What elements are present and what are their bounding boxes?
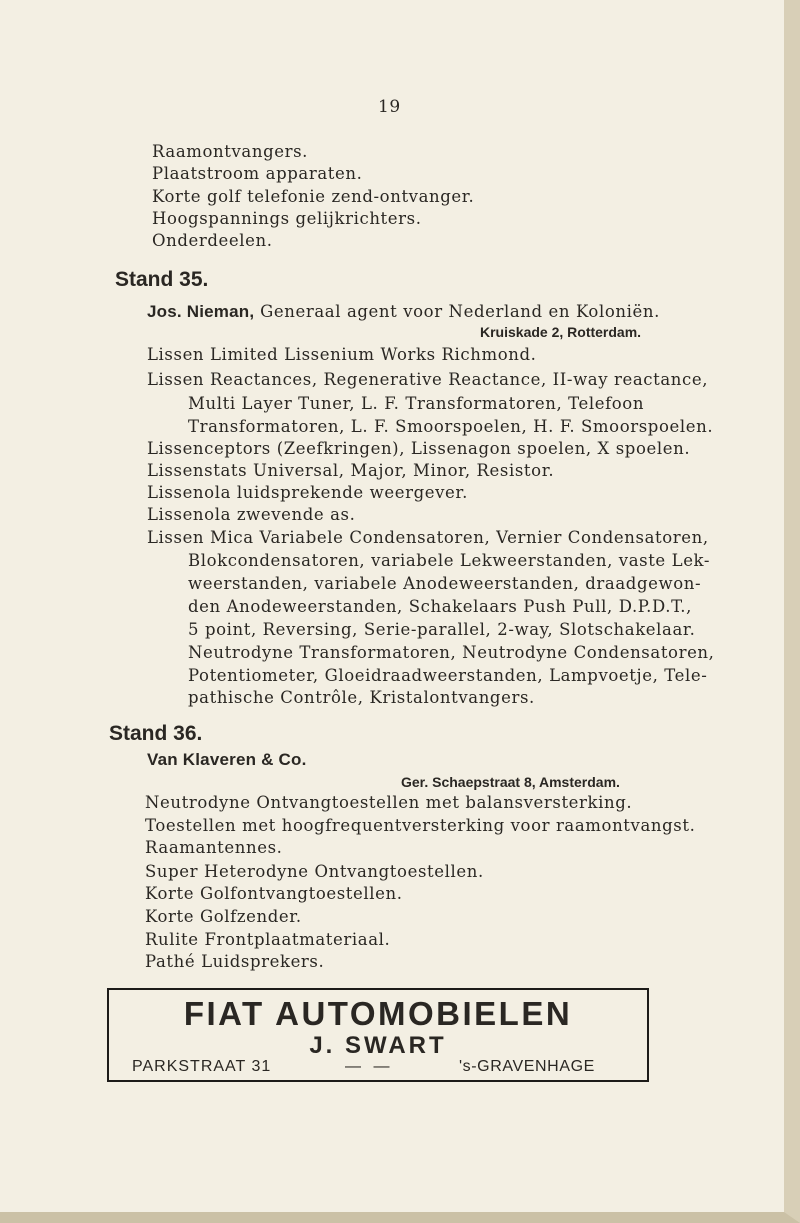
page-number: 19 [378, 97, 401, 117]
stand-36-line: Toestellen met hoogfrequentversterking voor raamontvangst. [145, 816, 696, 835]
stand-35-line: Neutrodyne Transformatoren, Neutrodyne Condensatoren, [188, 643, 715, 662]
stand-36-company [147, 750, 307, 770]
stand-36-line: Pathé Luidsprekers. [145, 952, 325, 971]
stand-35-line: Lissenstats Universal, Major, Minor, Resistor. [147, 461, 555, 480]
intro-line: Onderdeelen. [152, 231, 273, 250]
stand-36-address: Ger. Schaepstraat 8, Amsterdam. [401, 774, 620, 790]
stand-35-title: Stand 35. [115, 268, 209, 291]
stand-35-line: Lissenola luidsprekende weergever. [147, 483, 468, 502]
advertisement-street: PARKSTRAAT 31 [132, 1058, 272, 1075]
advertisement-box [107, 988, 649, 1082]
stand-35-line: Lissenceptors (Zeefkringen), Lissenagon spoelen, X spoelen. [147, 439, 691, 458]
stand-35-address: Kruiskade 2, Rotterdam. [480, 324, 642, 340]
stand-35-line: Lissen Mica Variabele Condensatoren, Vernier Condensatoren, [147, 528, 709, 547]
stand-35-line: Lissen Limited Lissenium Works Richmond. [147, 345, 537, 364]
advertisement-city: 's-GRAVENHAGE [459, 1058, 595, 1075]
advertisement-dashes: — — [345, 1058, 394, 1075]
advertisement-subtitle: J. SWART [309, 1032, 447, 1059]
stand-36-title: Stand 36. [109, 722, 203, 745]
stand-35-line: Lissen Reactances, Regenerative Reactance, II-way reactance, [147, 370, 709, 389]
stand-36-company-name: Van Klaveren & Co. [147, 750, 307, 769]
stand-35-line: den Anodeweerstanden, Schakelaars Push Pull, D.P.D.T., [188, 597, 692, 616]
stand-36-line: Korte Golfontvangtoestellen. [145, 884, 403, 903]
stand-35-line: 5 point, Reversing, Serie-parallel, 2-way, Slotschakelaar. [188, 620, 696, 639]
intro-line: Plaatstroom apparaten. [152, 164, 363, 183]
stand-36-line: Raamantennes. [145, 838, 283, 857]
intro-line: Raamontvangers. [152, 142, 309, 161]
stand-35-company [147, 302, 660, 322]
intro-line: Hoogspannings gelijkrichters. [152, 209, 422, 228]
stand-35-line: Transformatoren, L. F. Smoorspoelen, H. F. Smoorspoelen. [188, 417, 714, 436]
stand-36-line: Korte Golfzender. [145, 907, 302, 926]
intro-line: Korte golf telefonie zend-ontvanger. [152, 187, 475, 206]
stand-35-company-desc: Generaal agent voor Nederland en Koloniën. [260, 302, 660, 321]
stand-35-line: weerstanden, variabele Anodeweerstanden, draadgewon- [188, 574, 702, 593]
stand-35-line: Blokcondensatoren, variabele Lekweerstanden, vaste Lek- [188, 551, 711, 570]
stand-36-line: Super Heterodyne Ontvangtoestellen. [145, 862, 484, 881]
stand-36-line: Neutrodyne Ontvangtoestellen met balansversterking. [145, 793, 633, 812]
advertisement-title: FIAT AUTOMOBIELEN [183, 995, 573, 1032]
stand-35-line: Potentiometer, Gloeidraadweerstanden, Lampvoetje, Tele- [188, 666, 708, 685]
stand-35-line: Lissenola zwevende as. [147, 505, 356, 524]
stand-36-line: Rulite Frontplaatmateriaal. [145, 930, 391, 949]
stand-35-line: Multi Layer Tuner, L. F. Transformatoren, Telefoon [188, 394, 645, 413]
stand-35-line: pathische Contrôle, Kristalontvangers. [188, 688, 535, 707]
stand-35-company-name: Jos. Nieman, [147, 302, 255, 321]
